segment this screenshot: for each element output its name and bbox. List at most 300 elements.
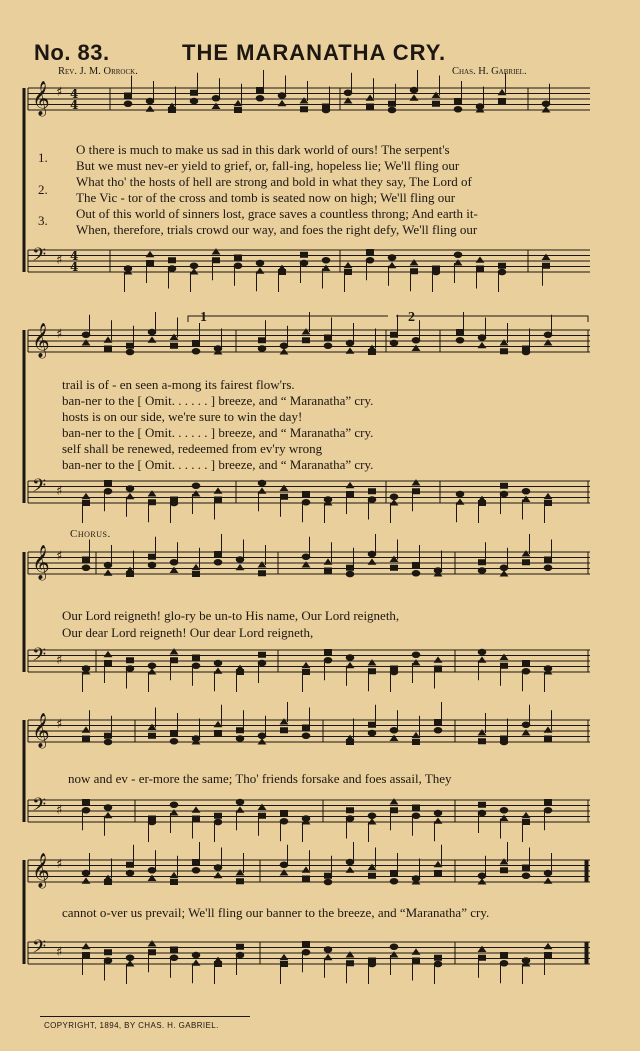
note-head bbox=[281, 811, 288, 816]
note-head bbox=[83, 557, 90, 562]
note-head bbox=[434, 961, 442, 967]
chorus-line-2: Our dear Lord reigneth! Our dear Lord reigneth, bbox=[62, 625, 314, 640]
note-head bbox=[369, 722, 376, 727]
note-head bbox=[234, 263, 242, 269]
note-head bbox=[214, 865, 222, 871]
chorus-label: Chorus. bbox=[70, 528, 111, 540]
note-head bbox=[193, 572, 200, 577]
note-head bbox=[499, 99, 506, 104]
note-head bbox=[215, 873, 222, 878]
note-head bbox=[280, 818, 288, 824]
note-head bbox=[171, 880, 178, 885]
note-head bbox=[390, 727, 398, 733]
note-head bbox=[281, 728, 288, 733]
note-head bbox=[302, 554, 310, 560]
verse-1-line-b: But we must nev-er yield to grief, or, fall-ing, hopeless lie; We'll fling our bbox=[76, 158, 460, 173]
system2-line-2: ban-ner to the [ Omit. . . . . . ] breeze, and “ Maranatha” cry. bbox=[62, 393, 374, 408]
second-ending-label: 2 bbox=[408, 310, 415, 325]
bass-clef-icon: 𝄢 bbox=[32, 937, 47, 962]
note-head bbox=[369, 669, 376, 674]
note-head bbox=[215, 668, 222, 673]
sharp-icon: ♯ bbox=[56, 327, 63, 342]
note-head bbox=[324, 947, 332, 953]
note-head bbox=[545, 800, 552, 805]
note-head bbox=[193, 565, 200, 570]
note-head bbox=[501, 868, 508, 873]
note-head bbox=[501, 483, 508, 488]
note-head bbox=[500, 491, 508, 497]
note-head bbox=[126, 349, 134, 355]
note-head bbox=[347, 483, 354, 488]
note-head bbox=[82, 332, 90, 338]
note-head bbox=[390, 878, 398, 884]
note-head bbox=[477, 266, 484, 271]
note-head bbox=[455, 99, 462, 104]
treble-clef-icon: 𝄞 bbox=[32, 853, 50, 888]
note-head bbox=[169, 108, 176, 113]
note-head bbox=[413, 733, 420, 738]
note-head bbox=[83, 501, 90, 506]
note-head bbox=[412, 813, 420, 819]
note-head bbox=[193, 860, 200, 865]
note-head bbox=[391, 565, 398, 570]
note-head bbox=[170, 955, 178, 961]
chorus-line-1: Our Lord reigneth! glo-ry be un-to His name, Our Lord reigneth, bbox=[62, 608, 400, 623]
note-head bbox=[237, 728, 244, 733]
note-head bbox=[281, 955, 288, 960]
note-head bbox=[368, 497, 376, 503]
note-head bbox=[411, 269, 418, 274]
note-head bbox=[344, 90, 352, 96]
note-head bbox=[302, 499, 310, 505]
note-head bbox=[192, 663, 200, 669]
note-head bbox=[214, 819, 222, 825]
sharp-icon: ♯ bbox=[56, 717, 63, 732]
note-head bbox=[149, 554, 156, 559]
note-head bbox=[347, 740, 354, 745]
note-head bbox=[148, 819, 156, 825]
note-head bbox=[545, 736, 552, 741]
note-head bbox=[435, 666, 442, 671]
sharp-icon: ♯ bbox=[56, 653, 63, 668]
note-head bbox=[215, 813, 222, 818]
note-head bbox=[147, 252, 154, 257]
note-head bbox=[192, 483, 200, 489]
note-head bbox=[346, 655, 354, 661]
note-head bbox=[545, 953, 552, 958]
note-head bbox=[278, 93, 286, 99]
note-head bbox=[126, 870, 134, 876]
note-head bbox=[82, 870, 90, 876]
note-head bbox=[214, 559, 222, 565]
note-head bbox=[170, 738, 178, 744]
note-head bbox=[367, 104, 374, 109]
chorus-line-3: now and ev - er-more the same; Tho' friends forsake and foes assail, They bbox=[68, 771, 452, 786]
note-head bbox=[366, 257, 374, 263]
note-head bbox=[369, 559, 376, 564]
note-head bbox=[522, 488, 530, 494]
note-head bbox=[435, 871, 442, 876]
note-head bbox=[544, 332, 552, 338]
time-signature-bottom: 4 bbox=[70, 260, 79, 274]
note-head bbox=[104, 805, 112, 811]
note-head bbox=[346, 859, 354, 865]
note-head bbox=[413, 949, 420, 954]
note-head bbox=[501, 953, 508, 958]
note-head bbox=[281, 494, 288, 499]
note-head bbox=[126, 955, 134, 961]
note-head bbox=[389, 101, 396, 106]
sharp-icon: ♯ bbox=[56, 857, 63, 872]
sharp-icon: ♯ bbox=[56, 549, 63, 564]
note-head bbox=[479, 501, 486, 506]
note-head bbox=[347, 492, 354, 497]
chorus-line-4: cannot o-ver us prevail; We'll fling our banner to the breeze, and “Maranatha” cry. bbox=[62, 905, 490, 920]
note-head bbox=[303, 725, 310, 730]
note-head bbox=[545, 944, 552, 949]
note-head bbox=[369, 873, 376, 878]
note-head bbox=[478, 335, 486, 341]
note-head bbox=[303, 492, 310, 497]
note-head bbox=[190, 263, 198, 269]
note-head bbox=[478, 649, 486, 655]
note-head bbox=[258, 480, 266, 486]
note-head bbox=[212, 95, 220, 101]
note-head bbox=[390, 669, 398, 675]
verse-3-line-b: When, therefore, trials crowd our way, and foes the right defy, We'll fling our bbox=[76, 222, 478, 237]
verse-1-line-a: O there is much to make us sad in this dark world of ours! The serpent's bbox=[76, 142, 450, 157]
note-head bbox=[457, 499, 464, 504]
note-head bbox=[413, 563, 420, 568]
note-head bbox=[105, 733, 112, 738]
note-head bbox=[192, 867, 200, 873]
note-head bbox=[369, 489, 376, 494]
note-head bbox=[368, 551, 376, 557]
note-head bbox=[259, 488, 266, 493]
note-head bbox=[500, 739, 508, 745]
note-head bbox=[256, 95, 264, 101]
note-head bbox=[301, 107, 308, 112]
note-head bbox=[171, 731, 178, 736]
note-head bbox=[127, 343, 134, 348]
note-head bbox=[500, 960, 508, 966]
note-head bbox=[146, 98, 154, 104]
note-head bbox=[388, 107, 396, 113]
note-head bbox=[168, 266, 176, 272]
copyright-rule bbox=[40, 1016, 250, 1017]
verse-number-2: 2. bbox=[38, 182, 48, 197]
note-head bbox=[434, 727, 442, 733]
note-head bbox=[523, 560, 530, 565]
note-head bbox=[324, 657, 332, 663]
note-head bbox=[105, 950, 112, 955]
note-head bbox=[148, 562, 156, 568]
note-head bbox=[303, 942, 310, 947]
note-head bbox=[410, 87, 418, 93]
note-head bbox=[193, 807, 200, 812]
note-head bbox=[390, 340, 398, 346]
note-head bbox=[280, 343, 288, 349]
note-head bbox=[171, 873, 178, 878]
note-head bbox=[259, 338, 266, 343]
note-head bbox=[126, 666, 134, 672]
note-head bbox=[236, 799, 244, 805]
note-head bbox=[454, 252, 462, 258]
note-head bbox=[193, 960, 200, 965]
bass-clef-icon: 𝄢 bbox=[32, 245, 47, 270]
note-head bbox=[215, 722, 222, 727]
note-head bbox=[347, 348, 354, 353]
note-head bbox=[544, 807, 552, 813]
note-head bbox=[192, 348, 200, 354]
note-head bbox=[411, 95, 418, 100]
note-head bbox=[389, 263, 396, 268]
note-head bbox=[324, 879, 332, 885]
note-head bbox=[432, 269, 440, 275]
treble-clef-icon: 𝄞 bbox=[32, 545, 50, 580]
note-head bbox=[478, 810, 486, 816]
note-head bbox=[104, 958, 112, 964]
note-head bbox=[302, 733, 310, 739]
note-head bbox=[104, 562, 112, 568]
note-head bbox=[83, 944, 90, 949]
note-head bbox=[258, 346, 266, 352]
system2-line-3: hosts is on our side, we're sure to win the day! bbox=[62, 409, 303, 424]
note-head bbox=[236, 557, 244, 563]
note-head bbox=[325, 335, 332, 340]
verse-number-1: 1. bbox=[38, 150, 48, 165]
note-head bbox=[522, 722, 530, 728]
note-head bbox=[499, 90, 506, 95]
note-head bbox=[391, 808, 398, 813]
note-head bbox=[105, 346, 112, 351]
note-head bbox=[500, 807, 508, 813]
note-head bbox=[149, 337, 156, 342]
note-head bbox=[434, 810, 442, 816]
note-head bbox=[435, 657, 442, 662]
note-head bbox=[303, 338, 310, 343]
note-head bbox=[171, 658, 178, 663]
copyright-notice: COPYRIGHT, 1894, BY CHAS. H. GABRIEL. bbox=[44, 1021, 219, 1030]
note-head bbox=[522, 349, 530, 355]
note-head bbox=[104, 488, 112, 494]
note-head bbox=[281, 962, 288, 967]
note-head bbox=[543, 263, 550, 268]
note-head bbox=[457, 330, 464, 335]
note-head bbox=[454, 106, 462, 112]
first-ending-bracket bbox=[188, 316, 388, 322]
sharp-icon: ♯ bbox=[56, 253, 63, 268]
note-head bbox=[170, 500, 178, 506]
note-head bbox=[435, 720, 442, 725]
note-head bbox=[501, 349, 508, 354]
note-head bbox=[413, 805, 420, 810]
note-head bbox=[479, 955, 486, 960]
verse-number-3: 3. bbox=[38, 213, 48, 228]
note-head bbox=[391, 332, 398, 337]
note-head bbox=[258, 733, 266, 739]
note-head bbox=[522, 668, 530, 674]
note-head bbox=[83, 953, 90, 958]
note-head bbox=[498, 269, 506, 275]
note-head bbox=[545, 501, 552, 506]
note-head bbox=[544, 870, 552, 876]
note-head bbox=[259, 571, 266, 576]
note-head bbox=[522, 873, 530, 879]
treble-clef-icon: 𝄞 bbox=[32, 713, 50, 748]
time-signature-top: 4 bbox=[70, 249, 79, 263]
note-head bbox=[125, 93, 132, 98]
note-head bbox=[215, 731, 222, 736]
note-head bbox=[322, 257, 330, 263]
note-head bbox=[237, 670, 244, 675]
note-head bbox=[303, 663, 310, 668]
note-head bbox=[390, 944, 398, 950]
note-head bbox=[257, 268, 264, 273]
note-head bbox=[104, 739, 112, 745]
note-head bbox=[105, 570, 112, 575]
note-head bbox=[235, 101, 242, 106]
note-head bbox=[193, 341, 200, 346]
note-head bbox=[435, 955, 442, 960]
note-head bbox=[82, 565, 90, 571]
note-head bbox=[127, 658, 134, 663]
note-head bbox=[215, 488, 222, 493]
note-head bbox=[148, 867, 156, 873]
note-head bbox=[237, 944, 244, 949]
note-head bbox=[105, 661, 112, 666]
note-head bbox=[303, 867, 310, 872]
note-head bbox=[346, 340, 354, 346]
note-head bbox=[127, 862, 134, 867]
note-head bbox=[391, 871, 398, 876]
note-head bbox=[171, 947, 178, 952]
note-head bbox=[347, 565, 354, 570]
note-head bbox=[523, 661, 530, 666]
note-head bbox=[215, 552, 222, 557]
sharp-icon: ♯ bbox=[56, 945, 63, 960]
note-head bbox=[170, 802, 178, 808]
note-head bbox=[325, 955, 332, 960]
note-head bbox=[300, 260, 308, 266]
note-head bbox=[544, 565, 552, 571]
note-head bbox=[236, 952, 244, 958]
note-head bbox=[523, 820, 530, 825]
verse-2-line-b: The Vic - tor of the cross and tomb is seated now on high; We'll fling our bbox=[76, 190, 456, 205]
note-head bbox=[435, 818, 442, 823]
note-head bbox=[235, 108, 242, 113]
note-head bbox=[191, 90, 198, 95]
note-head bbox=[345, 270, 352, 275]
system2-line-4: ban-ner to the [ Omit. . . . . . ] breeze, and “ Maranatha” cry. bbox=[62, 425, 374, 440]
system2-line-5: self shall be renewed, redeemed from ev'ry wrong bbox=[62, 441, 323, 456]
note-head bbox=[325, 559, 332, 564]
note-head bbox=[192, 952, 200, 958]
note-head bbox=[456, 491, 464, 497]
treble-clef-icon: 𝄞 bbox=[32, 81, 50, 116]
note-head bbox=[279, 270, 286, 275]
note-head bbox=[124, 101, 132, 107]
note-head bbox=[83, 800, 90, 805]
note-head bbox=[83, 736, 90, 741]
note-head bbox=[169, 258, 176, 263]
note-head bbox=[346, 816, 354, 822]
verse-3-line-a: Out of this world of sinners lost, grace saves a countless throng; And earth it- bbox=[76, 206, 478, 221]
note-head bbox=[390, 494, 398, 500]
note-head bbox=[413, 740, 420, 745]
note-head bbox=[545, 727, 552, 732]
note-head bbox=[237, 879, 244, 884]
note-head bbox=[477, 257, 484, 262]
treble-clef-icon: 𝄞 bbox=[32, 323, 50, 358]
note-head bbox=[479, 802, 486, 807]
note-head bbox=[367, 95, 374, 100]
note-head bbox=[501, 663, 508, 668]
lyricist-credit: Rev. J. M. Orrock. bbox=[58, 66, 138, 77]
note-head bbox=[412, 570, 420, 576]
note-head bbox=[259, 652, 266, 657]
system2-line-1: trail is of - en seen a-mong its fairest flow'rs. bbox=[62, 377, 295, 392]
note-head bbox=[412, 337, 420, 343]
note-head bbox=[170, 559, 178, 565]
bass-clef-icon: 𝄢 bbox=[32, 476, 47, 501]
note-head bbox=[83, 727, 90, 732]
note-head bbox=[126, 486, 134, 492]
system2-line-6: ban-ner to the [ Omit. . . . . . ] breeze, and “ Maranatha” cry. bbox=[62, 457, 374, 472]
note-head bbox=[347, 663, 354, 668]
note-head bbox=[413, 958, 420, 963]
note-head bbox=[368, 961, 376, 967]
note-head bbox=[523, 865, 530, 870]
note-head bbox=[324, 343, 332, 349]
note-head bbox=[171, 343, 178, 348]
note-head bbox=[367, 250, 374, 255]
note-head bbox=[149, 950, 156, 955]
note-head bbox=[149, 500, 156, 505]
note-head bbox=[127, 494, 134, 499]
note-head bbox=[322, 107, 330, 113]
sharp-icon: ♯ bbox=[56, 85, 63, 100]
note-head bbox=[478, 568, 486, 574]
note-head bbox=[237, 565, 244, 570]
note-head bbox=[82, 807, 90, 813]
note-head bbox=[105, 880, 112, 885]
note-head bbox=[325, 873, 332, 878]
note-head bbox=[545, 494, 552, 499]
note-head bbox=[279, 101, 286, 106]
second-ending-bracket bbox=[396, 316, 588, 322]
note-head bbox=[523, 813, 530, 818]
note-head bbox=[479, 343, 486, 348]
note-head bbox=[147, 261, 154, 266]
bass-clef-icon: 𝄢 bbox=[32, 795, 47, 820]
note-head bbox=[412, 652, 420, 658]
note-head bbox=[193, 816, 200, 821]
first-ending-label: 1 bbox=[200, 310, 207, 325]
note-head bbox=[236, 736, 244, 742]
sharp-icon: ♯ bbox=[56, 484, 63, 499]
note-head bbox=[105, 813, 112, 818]
note-head bbox=[542, 101, 550, 107]
note-head bbox=[479, 739, 486, 744]
note-head bbox=[368, 813, 376, 819]
note-head bbox=[83, 494, 90, 499]
note-head bbox=[105, 652, 112, 657]
sharp-icon: ♯ bbox=[56, 803, 63, 818]
note-head bbox=[303, 670, 310, 675]
note-head bbox=[147, 106, 154, 111]
note-head bbox=[456, 337, 464, 343]
